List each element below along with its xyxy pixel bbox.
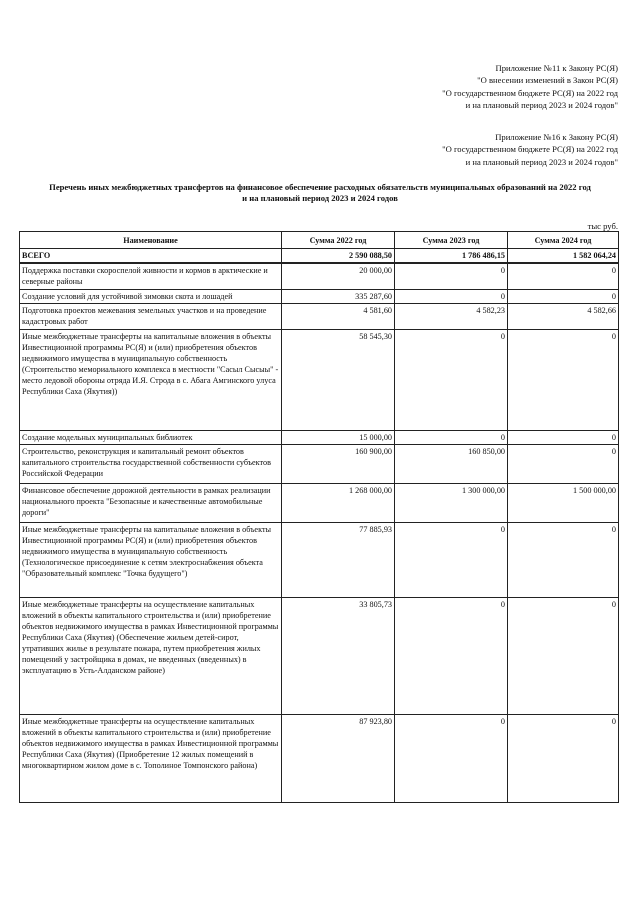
header-2022: Сумма 2022 год bbox=[282, 232, 395, 249]
appendix-line: и на плановый период 2023 и 2024 годов" bbox=[465, 156, 618, 167]
total-label: ВСЕГО bbox=[20, 249, 282, 264]
row-name: Поддержка поставки скороспелой живности и кормов в арктические и северные районы bbox=[20, 263, 282, 289]
row-name: Финансовое обеспечение дорожной деятельности в рамках реализации национального проекта "Безопасные и качественные автомобильные дороги" bbox=[20, 483, 282, 522]
row-2024: 0 bbox=[508, 597, 619, 714]
total-row bbox=[20, 249, 619, 264]
appendix-line: "О государственном бюджете РС(Я) на 2022 год bbox=[442, 144, 618, 155]
row-2024: 0 bbox=[508, 329, 619, 430]
row-2022: 335 287,60 bbox=[282, 289, 395, 303]
row-2024: 0 bbox=[508, 714, 619, 802]
units-label: тыс руб. bbox=[587, 221, 618, 231]
appendix-line: "О государственном бюджете РС(Я) на 2022 год bbox=[442, 87, 618, 98]
row-2023: 4 582,23 bbox=[395, 303, 508, 329]
row-2023: 160 850,00 bbox=[395, 444, 508, 483]
row-name: Иные межбюджетные трансферты на капитальные вложения в объекты Инвестиционной программы РС(Я) и (или) приобретения объектов недвижимого имущества в муниципальную собственность (Технологическое присоединение к сетям электроснабжения объекта "Образовательный комплекс "Точка будущего") bbox=[20, 522, 282, 597]
title-line: Перечень иных межбюджетных трансфертов на финансовое обеспечение расходных обязательств муниципальных образований на 2022 год bbox=[49, 182, 591, 192]
row-2023: 0 bbox=[395, 263, 508, 289]
row-2023: 0 bbox=[395, 597, 508, 714]
row-name: Строительство, реконструкция и капитальный ремонт объектов капитального строительства государственной собственности субъектов Российской Федерации bbox=[20, 444, 282, 483]
appendix-16-header bbox=[442, 131, 618, 168]
row-2023: 0 bbox=[395, 714, 508, 802]
row-2024: 0 bbox=[508, 444, 619, 483]
table-row bbox=[20, 597, 619, 714]
header-2024: Сумма 2024 год bbox=[508, 232, 619, 249]
row-2024: 4 582,66 bbox=[508, 303, 619, 329]
row-name: Создание модельных муниципальных библиотек bbox=[20, 430, 282, 444]
table-row bbox=[20, 329, 619, 430]
row-2024: 0 bbox=[508, 263, 619, 289]
row-2023: 0 bbox=[395, 522, 508, 597]
table-row bbox=[20, 430, 619, 444]
row-name: Создание условий для устойчивой зимовки скота и лошадей bbox=[20, 289, 282, 303]
row-2022: 33 805,73 bbox=[282, 597, 395, 714]
header-2023: Сумма 2023 год bbox=[395, 232, 508, 249]
table-row bbox=[20, 289, 619, 303]
row-2022: 20 000,00 bbox=[282, 263, 395, 289]
appendix-11-header bbox=[442, 62, 618, 112]
transfers-table bbox=[19, 231, 619, 803]
table-row bbox=[20, 263, 619, 289]
row-2024: 0 bbox=[508, 522, 619, 597]
appendix-line: и на плановый период 2023 и 2024 годов" bbox=[465, 100, 618, 111]
table-row bbox=[20, 714, 619, 802]
row-name: Иные межбюджетные трансферты на осуществление капитальных вложений в объекты капитального строительства и (или) приобретение объектов недвижимого имущества в рамках Инвестиционной программы Республики Саха (Якутия) (Обеспечение жильем детей-сирот, утративших жилье в результате пожара, путем приобретения жилых помещений у застройщика в домах, не введенных (введенных) в эксплуатацию в Усть-Алданском районе) bbox=[20, 597, 282, 714]
row-2022: 77 885,93 bbox=[282, 522, 395, 597]
row-name: Подготовка проектов межевания земельных участков и на проведение кадастровых работ bbox=[20, 303, 282, 329]
header-name: Наименование bbox=[20, 232, 282, 249]
table-row bbox=[20, 303, 619, 329]
document-title bbox=[24, 182, 616, 204]
row-2022: 1 268 000,00 bbox=[282, 483, 395, 522]
row-2023: 0 bbox=[395, 289, 508, 303]
row-name: Иные межбюджетные трансферты на осуществление капитальных вложений в объекты капитального строительства и (или) приобретение объектов недвижимого имущества в рамках Инвестиционной программы Республики Саха (Якутия) (Приобретение 12 жилых помещений в многоквартирном жилом доме в с. Тополиное Томпонского района) bbox=[20, 714, 282, 802]
table-row bbox=[20, 483, 619, 522]
total-2022: 2 590 088,50 bbox=[282, 249, 395, 264]
appendix-line: Приложение №11 к Закону РС(Я) bbox=[495, 63, 618, 73]
row-name: Иные межбюджетные трансферты на капитальные вложения в объекты Инвестиционной программы РС(Я) и (или) приобретения объектов недвижимого имущества в муниципальную собственность (Строительство мемориального комплекса в местности "Сасыл Сысыы" - место ледовой обороны отряда И.Я. Строда в с. Абага Амгинского улуса Республики Саха (Якутия)) bbox=[20, 329, 282, 430]
row-2022: 160 900,00 bbox=[282, 444, 395, 483]
row-2022: 4 581,60 bbox=[282, 303, 395, 329]
row-2022: 58 545,30 bbox=[282, 329, 395, 430]
total-2024: 1 582 064,24 bbox=[508, 249, 619, 264]
row-2023: 0 bbox=[395, 430, 508, 444]
title-line: и на плановый период 2023 и 2024 годов bbox=[242, 193, 398, 203]
appendix-line: Приложение №16 к Закону РС(Я) bbox=[495, 132, 618, 142]
row-2022: 87 923,80 bbox=[282, 714, 395, 802]
appendix-line: "О внесении изменений в Закон РС(Я) bbox=[477, 75, 618, 86]
row-2023: 0 bbox=[395, 329, 508, 430]
total-2023: 1 786 486,15 bbox=[395, 249, 508, 264]
row-2024: 0 bbox=[508, 430, 619, 444]
table-row bbox=[20, 522, 619, 597]
row-2024: 0 bbox=[508, 289, 619, 303]
table-header-row bbox=[20, 232, 619, 249]
row-2024: 1 500 000,00 bbox=[508, 483, 619, 522]
row-2023: 1 300 000,00 bbox=[395, 483, 508, 522]
table-row bbox=[20, 444, 619, 483]
row-2022: 15 000,00 bbox=[282, 430, 395, 444]
